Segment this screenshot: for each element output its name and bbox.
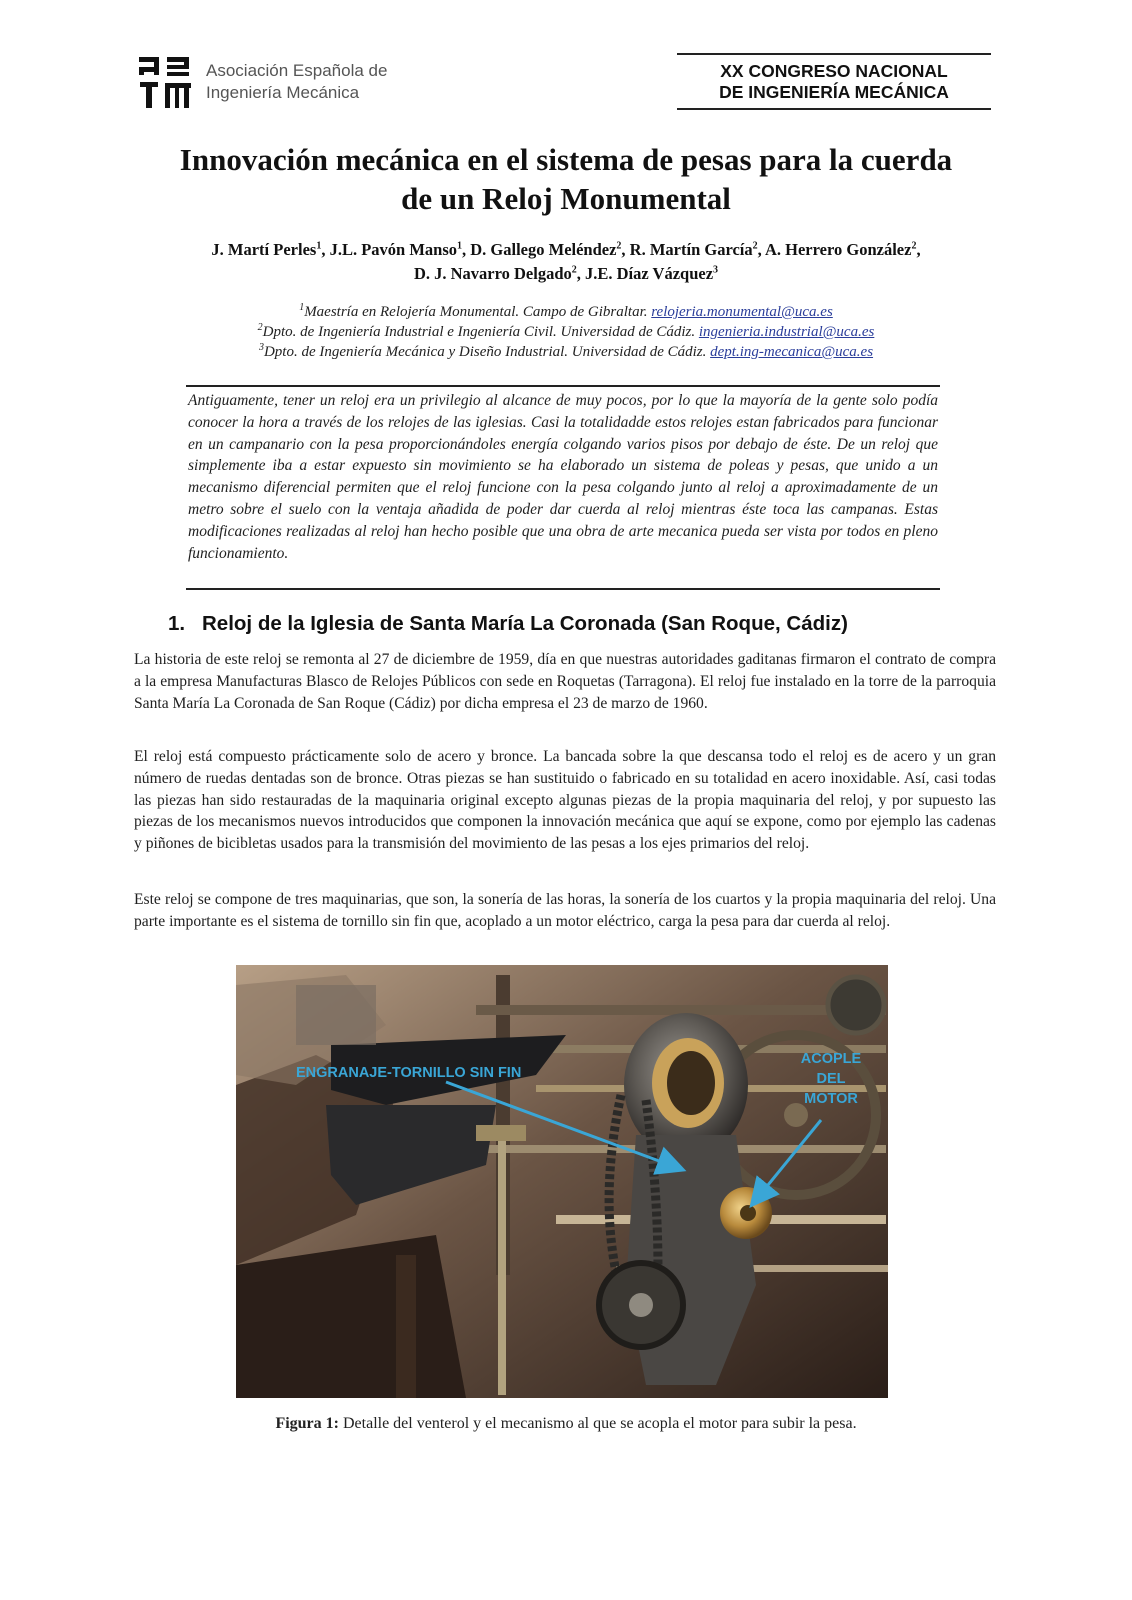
affiliation-email-link[interactable]: relojeria.monumental@uca.es: [651, 304, 833, 320]
author-affil: 3: [713, 264, 719, 276]
author-list: [110, 238, 1022, 286]
abstract: Antiguamente, tener un reloj era un privilegio al alcance de muy pocos, por lo que la mayoría de la gente solo podía conocer la hora a través de los relojes de las iglesias. Casi la totalidadde estos relojes estan fabricados para funcionar en un campanario con la pesa proporcionándoles energía colgando varios pisos por debajo de éste. De un reloj que simplemente iba a estar expuesto sin movimiento se ha elaborado un sistema de poleas y pesas, que unido a un mecanismo diferencial permiten que el reloj funcione con la pesa colgando junto al reloj a aproximadamente de un metro sobre el suelo con la ventaja añadida de poder dar cuerda al reloj mientras éste toca las campanas. Estas modificaciones realizadas al reloj han hecho posible que una obra de arte mecanica pueda ser vista por todos en pleno funcionamiento.: [186, 385, 940, 590]
figure-caption: [110, 1413, 1022, 1435]
affiliation-email-link[interactable]: ingenieria.industrial@uca.es: [698, 324, 875, 340]
label-motor-line3: MOTOR: [804, 1091, 858, 1107]
association-line2: Ingeniería Mecánica: [206, 83, 360, 102]
author-separator: ,: [462, 240, 471, 259]
affiliation-item: [110, 322, 1022, 342]
affiliation-text: Maestría en Relojería Monumental. Campo de Gibraltar.: [304, 304, 652, 320]
affiliation-number: 2: [257, 322, 263, 333]
section-number: 1.: [168, 612, 186, 635]
author-affil: 1: [457, 240, 462, 252]
author-separator: ,: [321, 240, 330, 259]
affiliation-text: Dpto. de Ingeniería Mecánica y Diseño Industrial. Universidad de Cádiz.: [263, 344, 711, 360]
title-line2: de un Reloj Monumental: [401, 181, 731, 216]
author-name: D. Gallego Meléndez: [470, 240, 617, 259]
author-separator: ,: [757, 240, 765, 259]
author-name: J. Martí Perles: [211, 240, 317, 259]
section-title: Reloj de la Iglesia de Santa María La Coronada (San Roque, Cádiz): [202, 612, 848, 635]
author-separator: ,: [621, 240, 630, 259]
author-affil: 2: [911, 240, 917, 252]
section-heading: [168, 611, 988, 637]
affiliation-item: [110, 302, 1022, 322]
label-motor-line2: DEL: [816, 1071, 846, 1087]
congress-box: [677, 53, 991, 110]
congress-line1: XX CONGRESO NACIONAL: [720, 61, 948, 81]
affiliation-number: 1: [299, 302, 305, 313]
author-name: D. J. Navarro Delgado: [413, 264, 572, 283]
body-paragraph: La historia de este reloj se remonta al 27 de diciembre de 1959, día en que nuestras autoridades gaditanas firmaron el contrato de compra a la empresa Manufacturas Blasco de Relojes Públicos con sede en Roquetas (Tarragona). El reloj fue instalado en la torre de la parroquia Santa María La Coronada de San Roque (Cádiz) por dicha empresa el 23 de marzo de 1960.: [134, 651, 996, 712]
paper-title: [110, 140, 1022, 218]
author-name: J.E. Díaz Vázquez: [585, 264, 714, 283]
author-affil: 2: [752, 240, 758, 252]
body-paragraph: Este reloj se compone de tres maquinarias, que son, la sonería de las horas, la sonería de los cuartos y la propia maquinaria del reloj. Una parte importante es el sistema de tornillo sin fin que, acoplado a un motor eléctrico, carga la pesa para dar cuerda al reloj.: [134, 891, 996, 930]
author-line2: [110, 262, 1022, 286]
caption-text: Detalle del venterol y el mecanismo al que se acopla el motor para subir la pesa.: [338, 1415, 857, 1432]
author-name: R. Martín García: [629, 240, 753, 259]
author-line1: [110, 238, 1022, 262]
author-name: J.L. Pavón Manso: [329, 240, 457, 259]
label-worm-gear: ENGRANAJE-TORNILLO SIN FIN: [296, 1065, 522, 1081]
clock-mechanism-photo: [236, 965, 888, 1398]
caption-label: Figura 1:: [275, 1415, 339, 1432]
figure-photo: [236, 965, 888, 1398]
affiliation-text: Dpto. de Ingeniería Industrial e Ingeniería Civil. Universidad de Cádiz.: [262, 324, 699, 340]
author-affil: 1: [316, 240, 322, 252]
association-line1: Asociación Española de: [206, 61, 388, 80]
affiliation-number: 3: [258, 342, 264, 353]
affiliation-email-link[interactable]: dept.ing-mecanica@uca.es: [710, 344, 874, 360]
body-paragraph: El reloj está compuesto prácticamente solo de acero y bronce. La bancada sobre la que descansa todo el reloj es de acero y un gran número de ruedas dentadas son de bronce. Otras piezas se han sustituido o fabricado en su totalidad en acero inoxidable. Así, casi todas las piezas han sido restauradas de la maquinaria original excepto algunas piezas de la propia maquinaria del reloj, y por supuesto las piezas de los mecanismos nuevos introducidos que componen la innovación mecánica que aquí se expone, como por ejemplo las cadenas y piñones de bicibletas usados para la transmisión del movimiento de las pesas a los ejes primarios del reloj.: [134, 748, 996, 853]
author-affil: 2: [616, 240, 622, 252]
association-name: [206, 60, 387, 104]
author-separator: ,: [916, 240, 921, 259]
author-affil: 2: [571, 264, 577, 276]
author-name: A. Herrero González: [764, 240, 912, 259]
title-line1: Innovación mecánica en el sistema de pesas para la cuerda: [179, 142, 953, 177]
label-motor-line1: ACOPLE: [800, 1051, 862, 1067]
congress-line2: DE INGENIERÍA MECÁNICA: [719, 82, 949, 102]
author-separator: ,: [576, 264, 586, 283]
aeim-logo: [137, 55, 197, 110]
affiliation-item: [110, 342, 1022, 362]
affiliation-list: [110, 302, 1022, 362]
